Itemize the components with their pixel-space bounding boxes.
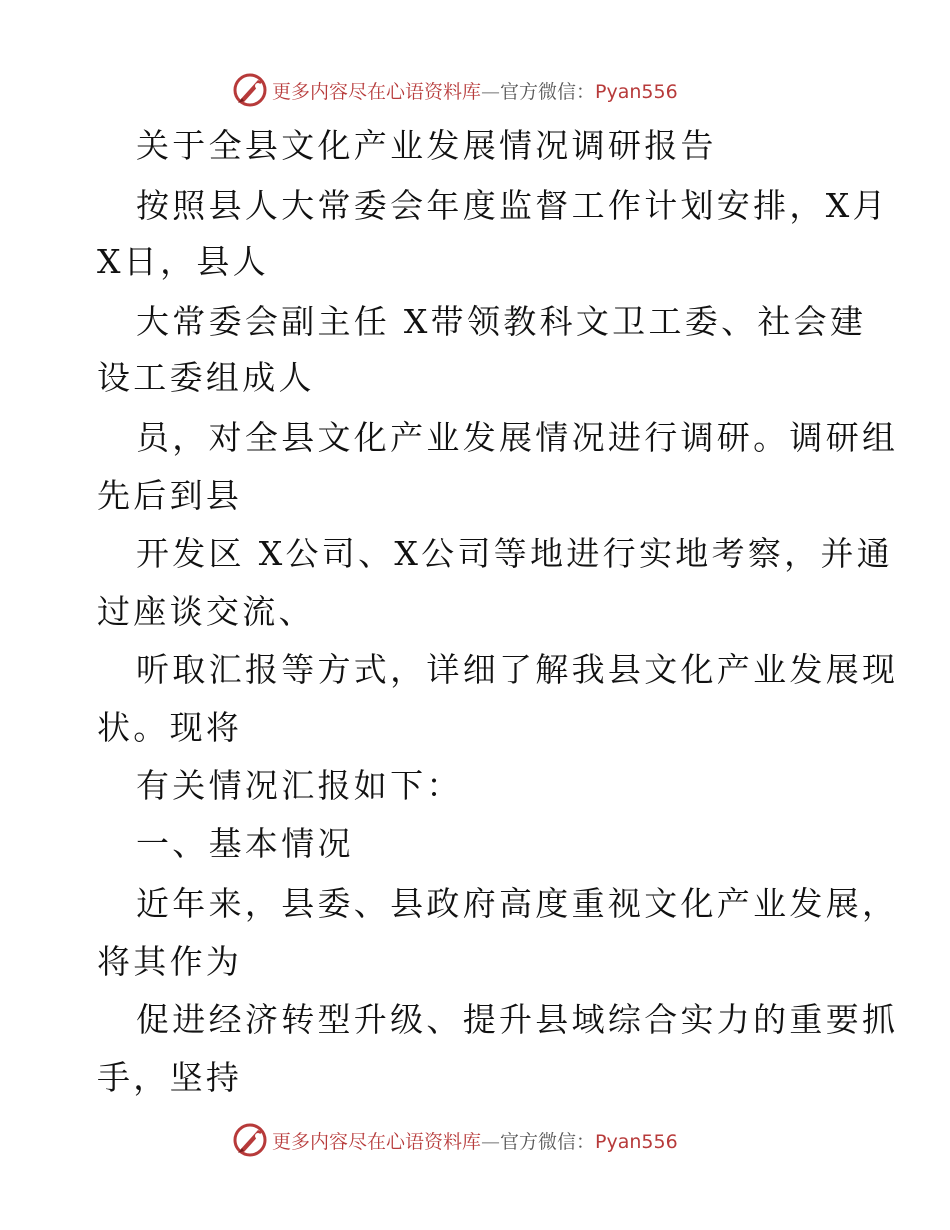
- paragraph-line: 先后到县: [97, 476, 243, 515]
- footer-watermark: [232, 1120, 678, 1160]
- paragraph-line: 设工委组成人: [97, 358, 315, 397]
- document-title: 关于全县文化产业发展情况调研报告: [136, 126, 717, 165]
- paragraph-line: 将其作为: [97, 942, 243, 981]
- watermark-text: 更多内容尽在心语资料库—官方微信：Pyan556: [272, 1130, 678, 1153]
- paragraph-line: 员，对全县文化产业发展情况进行调研。调研组: [136, 418, 899, 457]
- paragraph-line: 状。现将: [97, 708, 243, 747]
- watermark-text: 更多内容尽在心语资料库—官方微信：Pyan556: [272, 80, 678, 103]
- section-heading: 一、基本情况: [136, 824, 354, 863]
- paragraph-line: 过座谈交流、: [97, 592, 315, 631]
- paragraph-line: 开发区 X公司、X公司等地进行实地考察，并通: [136, 534, 894, 573]
- paragraph-line: 有关情况汇报如下：: [136, 766, 463, 805]
- paragraph-line: 听取汇报等方式，详细了解我县文化产业发展现: [136, 650, 899, 689]
- paragraph-line: 大常委会副主任 X带领教科文卫工委、社会建: [136, 302, 867, 341]
- paragraph-line: 按照县人大常委会年度监督工作计划安排，X月: [136, 186, 889, 225]
- paragraph-line: 促进经济转型升级、提升县域综合实力的重要抓: [136, 1000, 899, 1039]
- paragraph-line: 近年来，县委、县政府高度重视文化产业发展，: [136, 884, 899, 923]
- paragraph-line: 手，坚持: [97, 1058, 243, 1097]
- quill-pen-logo-icon: [232, 1122, 268, 1158]
- paragraph-line: X日，县人: [97, 242, 269, 281]
